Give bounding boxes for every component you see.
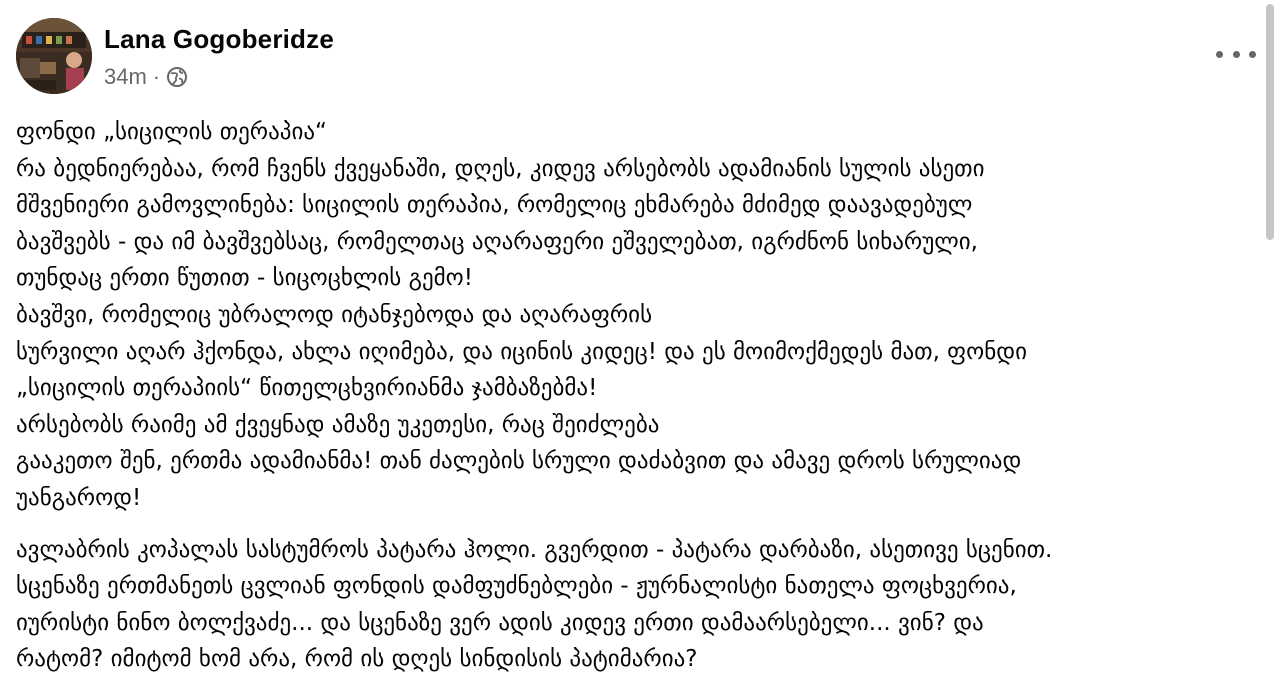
text-line: თუნდაც ერთი წუთით - სიცოცხლის გემო! — [16, 265, 473, 292]
post-header — [16, 18, 1256, 98]
text-line: ბავშვებს - და იმ ბავშვებსაც, რომელთაც აღარაფერი ეშველებათ, იგრძნონ სიხარული, — [16, 228, 978, 255]
text-line: გააკეთო შენ, ერთმა ადამიანმა! თან ძალების სრული დაძაბვით და ამავე დროს სრულიად — [16, 448, 1022, 475]
text-line: ავლაბრის კოპალას სასტუმროს პატარა ჰოლი. გვერდით - პატარა დარბაზი, ასეთივე სცენით. — [16, 536, 1053, 563]
text-line: რატომ? იმიტომ ხომ არა, რომ ის დღეს სინდისის პატიმარია? — [16, 646, 698, 673]
post-body — [16, 114, 1252, 678]
author-avatar[interactable] — [16, 18, 92, 94]
more-horizontal-icon — [1216, 51, 1223, 58]
text-line: „სიცილის თერაპიის“ წითელცხვირიანმა ჯამბაზებმა! — [16, 375, 598, 402]
post-time[interactable]: 34m — [104, 64, 147, 89]
post-paragraph — [16, 114, 1252, 517]
text-line: უანგაროდ! — [16, 484, 142, 511]
text-line: სურვილი აღარ ჰქონდა, ახლა იღიმება, და იცინის კიდეც! და ეს მოიმოქმედეს მათ, ფონდი — [16, 338, 1027, 365]
post-paragraph — [16, 532, 1252, 678]
text-line: ფონდი „სიცილის თერაპია“ — [16, 119, 327, 145]
post-meta — [104, 64, 188, 90]
text-line: იურისტი ნინო ბოლქვაძე... და სცენაზე ვერ ადის კიდევ ერთი დამაარსებელი... ვინ? და — [16, 609, 984, 636]
more-dot — [1249, 51, 1256, 58]
text-line: ბავშვი, რომელიც უბრალოდ იტანჯებოდა და აღარაფრის — [16, 301, 653, 328]
avatar-photo — [16, 18, 92, 94]
more-options-button[interactable] — [1216, 42, 1256, 66]
globe-icon[interactable] — [166, 66, 188, 88]
scrollbar[interactable] — [1266, 4, 1274, 240]
text-line: რა ბედნიერებაა, რომ ჩვენს ქვეყანაში, დღეს, კიდევ არსებობს ადამიანის სულის ასეთი — [16, 155, 985, 182]
meta-separator: · — [152, 64, 161, 89]
more-dot — [1233, 51, 1240, 58]
text-line: მშვენიერი გამოვლინება: სიცილის თერაპია, რომელიც ეხმარება მძიმედ დაავადებულ — [16, 192, 973, 219]
text-line: სცენაზე ერთმანეთს ცვლიან ფონდის დამფუძნებლები - ჟურნალისტი ნათელა ფოცხვერია, — [16, 573, 1017, 600]
text-line: არსებობს რაიმე ამ ქვეყნად ამაზე უკეთესი, რაც შეიძლება — [16, 411, 660, 438]
author-name[interactable]: Lana Gogoberidze — [104, 24, 335, 54]
